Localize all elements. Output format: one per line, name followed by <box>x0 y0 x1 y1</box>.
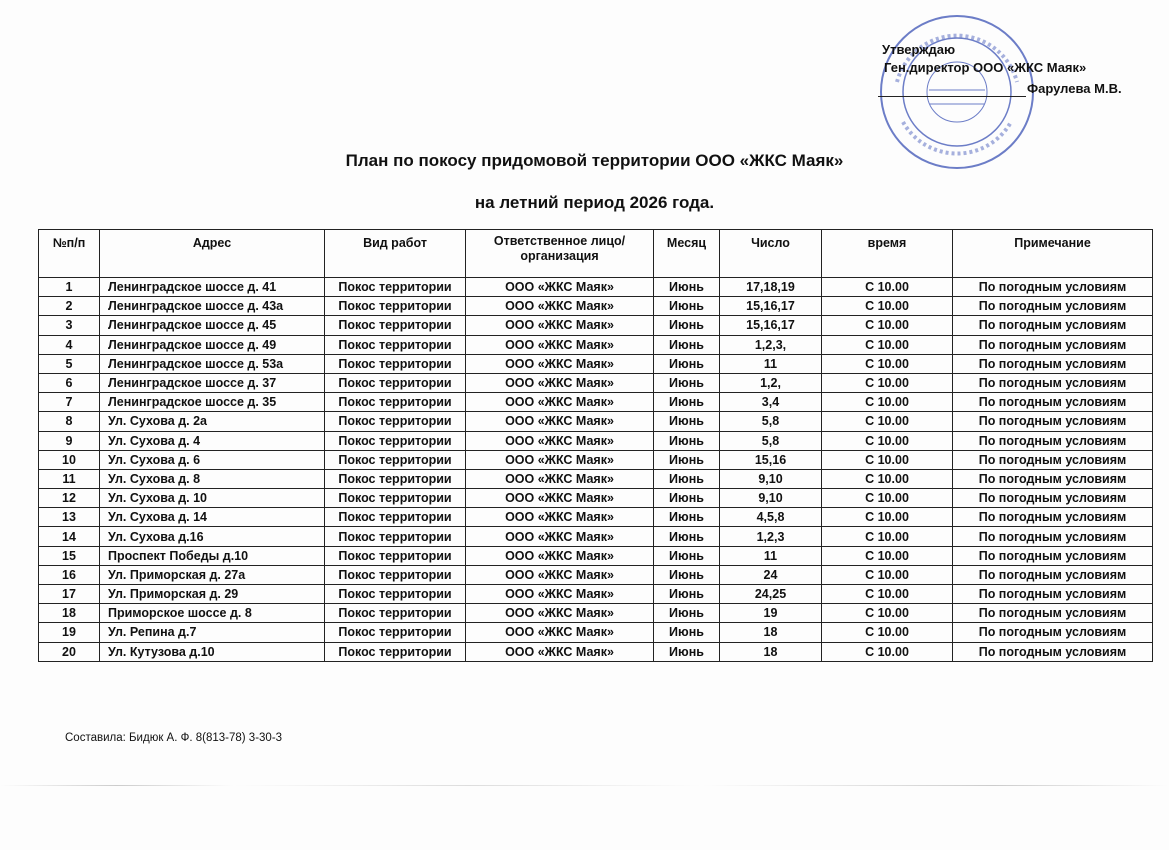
note-cell: По погодным условиям <box>953 489 1153 508</box>
day-cell: 24 <box>720 565 822 584</box>
row-number-cell: 3 <box>39 316 100 335</box>
row-number-cell: 2 <box>39 297 100 316</box>
table-row <box>39 354 1153 373</box>
day-cell: 17,18,19 <box>720 278 822 297</box>
table-row <box>39 565 1153 584</box>
work-type-cell: Покос территории <box>325 565 466 584</box>
address-cell: Ул. Кутузова д.10 <box>100 642 325 661</box>
address-cell: Ул. Репина д.7 <box>100 623 325 642</box>
work-type-cell: Покос территории <box>325 278 466 297</box>
work-type-cell: Покос территории <box>325 354 466 373</box>
work-type-cell: Покос территории <box>325 412 466 431</box>
month-cell: Июнь <box>654 604 720 623</box>
day-cell: 18 <box>720 642 822 661</box>
note-cell: По погодным условиям <box>953 623 1153 642</box>
table-row <box>39 431 1153 450</box>
address-cell: Ленинградское шоссе д. 45 <box>100 316 325 335</box>
time-cell: С 10.00 <box>822 489 953 508</box>
note-cell: По погодным условиям <box>953 565 1153 584</box>
responsible-cell: ООО «ЖКС Маяк» <box>466 585 654 604</box>
month-cell: Июнь <box>654 278 720 297</box>
day-cell: 19 <box>720 604 822 623</box>
address-cell: Ул. Сухова д. 6 <box>100 450 325 469</box>
address-cell: Ул. Приморская д. 27а <box>100 565 325 584</box>
compiled-by-note: Составила: Бидюк А. Ф. 8(813-78) 3-30-3 <box>65 732 283 744</box>
note-cell: По погодным условиям <box>953 469 1153 488</box>
month-cell: Июнь <box>654 469 720 488</box>
note-cell: По погодным условиям <box>953 642 1153 661</box>
note-cell: По погодным условиям <box>953 393 1153 412</box>
table-row <box>39 297 1153 316</box>
row-number-cell: 19 <box>39 623 100 642</box>
row-number-cell: 14 <box>39 527 100 546</box>
responsible-cell: ООО «ЖКС Маяк» <box>466 354 654 373</box>
responsible-cell: ООО «ЖКС Маяк» <box>466 623 654 642</box>
work-type-cell: Покос территории <box>325 489 466 508</box>
address-cell: Ул. Сухова д. 10 <box>100 489 325 508</box>
row-number-cell: 11 <box>39 469 100 488</box>
day-cell: 5,8 <box>720 431 822 450</box>
day-cell: 1,2,3 <box>720 527 822 546</box>
table-row <box>39 412 1153 431</box>
table-row <box>39 527 1153 546</box>
day-cell: 11 <box>720 546 822 565</box>
row-number-cell: 17 <box>39 585 100 604</box>
time-cell: С 10.00 <box>822 565 953 584</box>
table-header-row <box>39 230 1153 278</box>
work-type-cell: Покос территории <box>325 469 466 488</box>
table-row <box>39 623 1153 642</box>
address-cell: Ленинградское шоссе д. 35 <box>100 393 325 412</box>
day-cell: 9,10 <box>720 489 822 508</box>
responsible-cell: ООО «ЖКС Маяк» <box>466 373 654 392</box>
day-cell: 15,16 <box>720 450 822 469</box>
day-cell: 11 <box>720 354 822 373</box>
month-cell: Июнь <box>654 585 720 604</box>
note-cell: По погодным условиям <box>953 373 1153 392</box>
table-row <box>39 604 1153 623</box>
row-number-cell: 13 <box>39 508 100 527</box>
day-cell: 24,25 <box>720 585 822 604</box>
time-cell: С 10.00 <box>822 412 953 431</box>
address-cell: Ленинградское шоссе д. 43а <box>100 297 325 316</box>
time-cell: С 10.00 <box>822 278 953 297</box>
month-cell: Июнь <box>654 335 720 354</box>
address-cell: Ул. Сухова д. 4 <box>100 431 325 450</box>
time-cell: С 10.00 <box>822 469 953 488</box>
document-subtitle: на летний период 2026 года. <box>474 193 715 212</box>
responsible-cell: ООО «ЖКС Маяк» <box>466 412 654 431</box>
row-number-cell: 18 <box>39 604 100 623</box>
note-cell: По погодным условиям <box>953 585 1153 604</box>
time-cell: С 10.00 <box>822 527 953 546</box>
table-row <box>39 335 1153 354</box>
work-type-cell: Покос территории <box>325 335 466 354</box>
table-row <box>39 278 1153 297</box>
month-cell: Июнь <box>654 623 720 642</box>
month-cell: Июнь <box>654 412 720 431</box>
month-cell: Июнь <box>654 642 720 661</box>
signature-line <box>878 96 1026 97</box>
work-type-cell: Покос территории <box>325 546 466 565</box>
address-cell: Ул. Сухова д. 14 <box>100 508 325 527</box>
work-type-cell: Покос территории <box>325 508 466 527</box>
day-cell: 15,16,17 <box>720 297 822 316</box>
responsible-cell: ООО «ЖКС Маяк» <box>466 508 654 527</box>
time-cell: С 10.00 <box>822 316 953 335</box>
table-row <box>39 373 1153 392</box>
address-cell: Ул. Приморская д. 29 <box>100 585 325 604</box>
address-cell: Ул. Сухова д. 8 <box>100 469 325 488</box>
day-cell: 3,4 <box>720 393 822 412</box>
month-cell: Июнь <box>654 354 720 373</box>
day-cell: 9,10 <box>720 469 822 488</box>
row-number-cell: 10 <box>39 450 100 469</box>
time-cell: С 10.00 <box>822 297 953 316</box>
table-row <box>39 546 1153 565</box>
time-cell: С 10.00 <box>822 642 953 661</box>
day-cell: 1,2, <box>720 373 822 392</box>
responsible-cell: ООО «ЖКС Маяк» <box>466 527 654 546</box>
responsible-cell: ООО «ЖКС Маяк» <box>466 431 654 450</box>
note-cell: По погодным условиям <box>953 546 1153 565</box>
work-type-cell: Покос территории <box>325 297 466 316</box>
month-cell: Июнь <box>654 431 720 450</box>
row-number-cell: 4 <box>39 335 100 354</box>
note-cell: По погодным условиям <box>953 335 1153 354</box>
table-row <box>39 450 1153 469</box>
work-type-cell: Покос территории <box>325 585 466 604</box>
responsible-cell: ООО «ЖКС Маяк» <box>466 489 654 508</box>
address-cell: Проспект Победы д.10 <box>100 546 325 565</box>
responsible-cell: ООО «ЖКС Маяк» <box>466 278 654 297</box>
row-number-cell: 16 <box>39 565 100 584</box>
note-cell: По погодным условиям <box>953 412 1153 431</box>
address-cell: Ленинградское шоссе д. 53а <box>100 354 325 373</box>
time-cell: С 10.00 <box>822 623 953 642</box>
row-number-cell: 9 <box>39 431 100 450</box>
work-type-cell: Покос территории <box>325 604 466 623</box>
address-cell: Ул. Сухова д. 2а <box>100 412 325 431</box>
responsible-cell: ООО «ЖКС Маяк» <box>466 393 654 412</box>
note-cell: По погодным условиям <box>953 354 1153 373</box>
note-cell: По погодным условиям <box>953 527 1153 546</box>
row-number-cell: 12 <box>39 489 100 508</box>
work-type-cell: Покос территории <box>325 450 466 469</box>
header-note: Примечание <box>953 230 1153 278</box>
month-cell: Июнь <box>654 316 720 335</box>
time-cell: С 10.00 <box>822 335 953 354</box>
row-number-cell: 6 <box>39 373 100 392</box>
table-row <box>39 489 1153 508</box>
header-work-type: Вид работ <box>325 230 466 278</box>
responsible-cell: ООО «ЖКС Маяк» <box>466 297 654 316</box>
table-row <box>39 642 1153 661</box>
time-cell: С 10.00 <box>822 585 953 604</box>
month-cell: Июнь <box>654 508 720 527</box>
row-number-cell: 20 <box>39 642 100 661</box>
time-cell: С 10.00 <box>822 450 953 469</box>
work-type-cell: Покос территории <box>325 373 466 392</box>
responsible-cell: ООО «ЖКС Маяк» <box>466 546 654 565</box>
work-type-cell: Покос территории <box>325 316 466 335</box>
month-cell: Июнь <box>654 546 720 565</box>
table-body <box>39 278 1153 662</box>
header-number: №п/п <box>39 230 100 278</box>
row-number-cell: 5 <box>39 354 100 373</box>
table-row <box>39 585 1153 604</box>
header-responsible: Ответственное лицо/организация <box>466 230 654 278</box>
row-number-cell: 8 <box>39 412 100 431</box>
responsible-cell: ООО «ЖКС Маяк» <box>466 604 654 623</box>
month-cell: Июнь <box>654 373 720 392</box>
work-type-cell: Покос территории <box>325 431 466 450</box>
address-cell: Ленинградское шоссе д. 41 <box>100 278 325 297</box>
work-type-cell: Покос территории <box>325 642 466 661</box>
table-row <box>39 508 1153 527</box>
work-type-cell: Покос территории <box>325 527 466 546</box>
note-cell: По погодным условиям <box>953 604 1153 623</box>
month-cell: Июнь <box>654 565 720 584</box>
time-cell: С 10.00 <box>822 393 953 412</box>
mowing-plan-table <box>38 229 1153 662</box>
responsible-cell: ООО «ЖКС Маяк» <box>466 335 654 354</box>
day-cell: 4,5,8 <box>720 508 822 527</box>
note-cell: По погодным условиям <box>953 508 1153 527</box>
table-row <box>39 469 1153 488</box>
day-cell: 18 <box>720 623 822 642</box>
responsible-cell: ООО «ЖКС Маяк» <box>466 316 654 335</box>
address-cell: Приморское шоссе д. 8 <box>100 604 325 623</box>
approval-signatory: Фарулева М.В. <box>1027 81 1122 96</box>
note-cell: По погодным условиям <box>953 450 1153 469</box>
table-row <box>39 316 1153 335</box>
approval-position: Ген.директор ООО «ЖКС Маяк» <box>884 60 1087 75</box>
month-cell: Июнь <box>654 393 720 412</box>
month-cell: Июнь <box>654 450 720 469</box>
address-cell: Ул. Сухова д.16 <box>100 527 325 546</box>
header-time: время <box>822 230 953 278</box>
header-month: Месяц <box>654 230 720 278</box>
note-cell: По погодным условиям <box>953 278 1153 297</box>
header-address: Адрес <box>100 230 325 278</box>
time-cell: С 10.00 <box>822 431 953 450</box>
day-cell: 5,8 <box>720 412 822 431</box>
time-cell: С 10.00 <box>822 604 953 623</box>
responsible-cell: ООО «ЖКС Маяк» <box>466 565 654 584</box>
row-number-cell: 15 <box>39 546 100 565</box>
time-cell: С 10.00 <box>822 508 953 527</box>
responsible-cell: ООО «ЖКС Маяк» <box>466 450 654 469</box>
approval-label: Утверждаю <box>882 42 956 57</box>
table-row <box>39 393 1153 412</box>
header-day: Число <box>720 230 822 278</box>
note-cell: По погодным условиям <box>953 431 1153 450</box>
month-cell: Июнь <box>654 297 720 316</box>
round-seal-stamp-icon <box>877 12 1037 172</box>
time-cell: С 10.00 <box>822 373 953 392</box>
responsible-cell: ООО «ЖКС Маяк» <box>466 469 654 488</box>
responsible-cell: ООО «ЖКС Маяк» <box>466 642 654 661</box>
time-cell: С 10.00 <box>822 354 953 373</box>
day-cell: 1,2,3, <box>720 335 822 354</box>
row-number-cell: 1 <box>39 278 100 297</box>
address-cell: Ленинградское шоссе д. 37 <box>100 373 325 392</box>
document-title: План по покосу придомовой территории ООО «ЖКС Маяк» <box>345 151 844 170</box>
address-cell: Ленинградское шоссе д. 49 <box>100 335 325 354</box>
note-cell: По погодным условиям <box>953 297 1153 316</box>
note-cell: По погодным условиям <box>953 316 1153 335</box>
month-cell: Июнь <box>654 527 720 546</box>
scan-artifact-line <box>0 785 1169 786</box>
time-cell: С 10.00 <box>822 546 953 565</box>
work-type-cell: Покос территории <box>325 393 466 412</box>
day-cell: 15,16,17 <box>720 316 822 335</box>
work-type-cell: Покос территории <box>325 623 466 642</box>
row-number-cell: 7 <box>39 393 100 412</box>
month-cell: Июнь <box>654 489 720 508</box>
